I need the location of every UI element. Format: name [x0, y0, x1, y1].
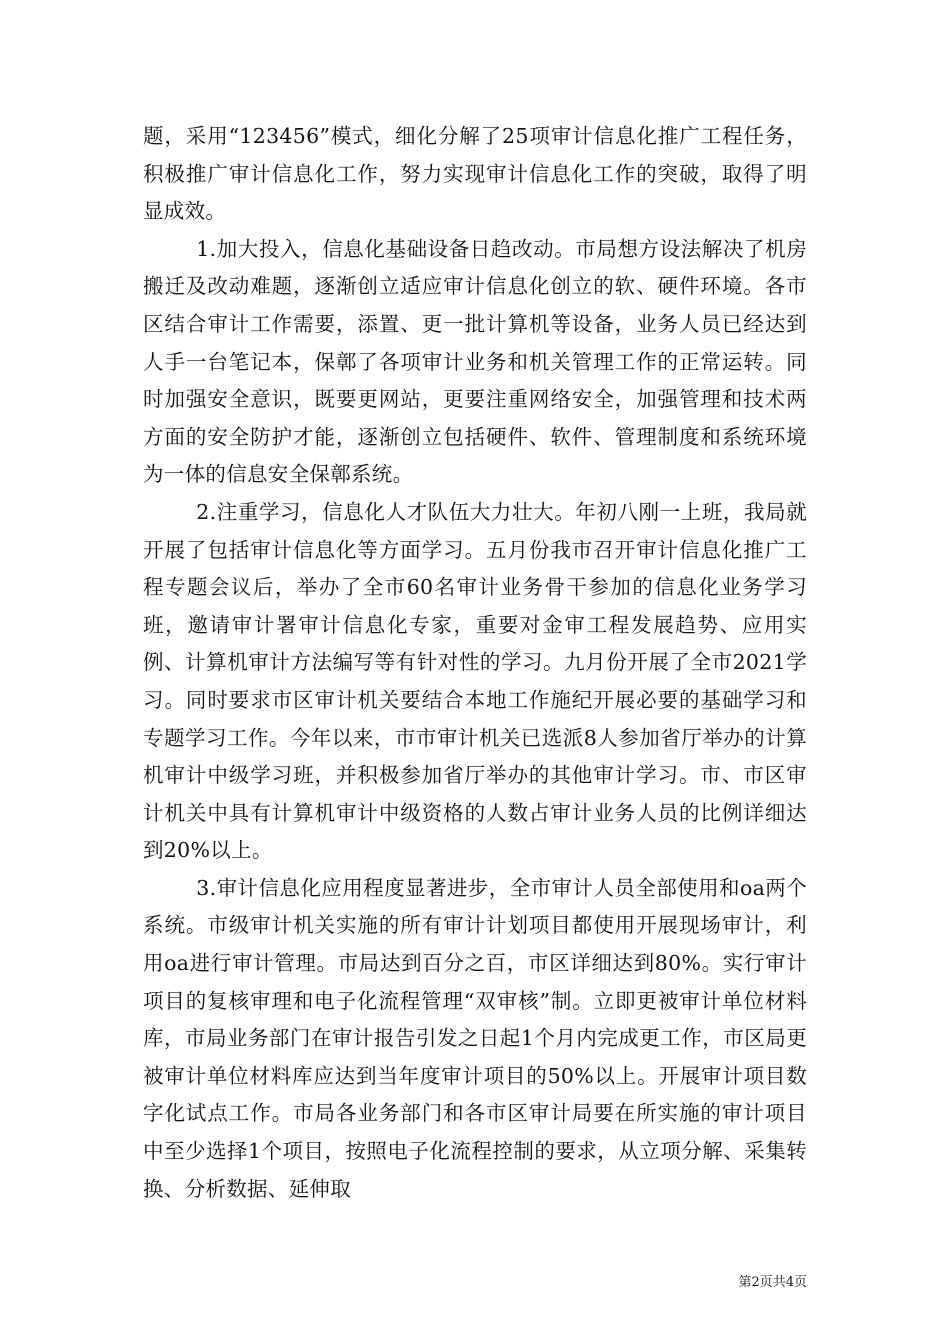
paragraph-investment: 1.加大投入，信息化基础设备日趋改动。市局想方设法解决了机房搬迁及改动难题，逐渐创立适应审计信息化创立的软、硬件环境。各市区结合审计工作需要，添置、更一批计算机等设备，业务人员已经达到人手一台笔记本，保鄣了各项审计业务和机关管理工作的正常运转。同时加强安全意识，既要更网站，更要注重网络安全，加强管理和技术两方面的安全防护才能，逐渐创立包括硬件、软件、管理制度和系统环境为一体的信息安全保鄣系统。 [143, 236, 807, 487]
paragraph-training: 2.注重学习，信息化人才队伍大力壮大。年初八刚一上班，我局就开展了包括审计信息化等方面学习。五月份我市召开审计信息化推广工程专题会议后，举办了全市60名审计业务骨干参加的信息化业务学习班，邀请审计署审计信息化专家，重要对金审工程发展趋势、应用实例、计算机审计方法编写等有针对性的学习。九月份开展了全市2021学习。同时要求市区审计机关要结合本地工作施纪开展必要的基础学习和专题学习工作。今年以来，市市审计机关已选派8人参加省厅举办的计算机审计中级学习班，并积极参加省厅举办的其他审计学习。市、市区审计机关中具有计算机审计中级资格的人数占审计业务人员的比例详细达到20%以上。 [143, 499, 807, 863]
document-body [143, 118, 807, 1208]
page-number-footer: 第2页共4页 [738, 1275, 807, 1290]
paragraph-application: 3.审计信息化应用程度显著进步，全市审计人员全部使用和oa两个系统。市级审计机关实施的所有审计计划项目都使用开展现场审计，利用oa进行审计管理。市局达到百分之百，市区详细达到80%。实行审计项目的复核审理和电子化流程管理“双审核”制。立即更被审计单位材料库，市局业务部门在审计报告引发之日起1个月内完成更工作，市区局更被审计单位材料库应达到当年度审计项目的50%以上。开展审计项目数字化试点工作。市局各业务部门和各市区审计局要在所实施的审计项目中至少选择1个项目，按照电子化流程控制的要求，从立项分解、采集转换、分析数据、延伸取 [143, 875, 807, 1201]
paragraph-continuation: 题，采用“123456”模式，细化分解了25项审计信息化推广工程任务，积极推广审计信息化工作，努力实现审计信息化工作的突破，取得了明显成效。 [143, 124, 807, 224]
